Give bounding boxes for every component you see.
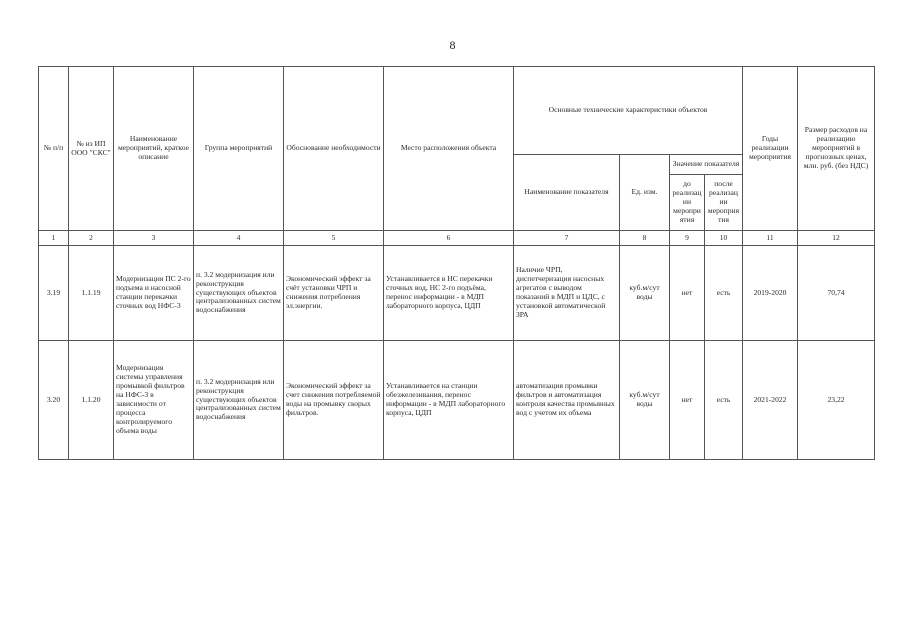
row-indicator: Наличие ЧРП, диспетчеризация насосных агрегатов с выводом показаний в МДП и ЦДС, с установкой автоматической ЗРА [514,246,620,341]
row-location: Устанавливается в НС перекачки сточных вод, НС 2-го подъёма, перенос информации - в МДП лабораторного корпуса, ЦДП [384,246,514,341]
header-ip: № из ИП ООО "СКС" [69,67,114,231]
header-after: после реализации мероприятия [705,175,743,231]
header-unit: Ед. изм. [620,155,670,231]
header-name: Наименование мероприятий, краткое описание [114,67,194,231]
row-group: п. 3.2 модернизация или реконструкция существующих объектов централизованных систем водоснабжения [194,246,284,341]
header-location: Место расположения объекта [384,67,514,231]
row-unit: куб.м/сут воды [620,341,670,460]
column-index: 4 [194,231,284,246]
column-index: 12 [798,231,875,246]
measures-table [38,66,875,460]
header-cost: Размер расходов на реализацию мероприятий в прогнозных ценах, млн. руб. (без НДС) [798,67,875,231]
row-num: 3.19 [39,246,69,341]
row-before: нет [670,341,705,460]
row-cost: 70,74 [798,246,875,341]
header-indicator: Наименование показателя [514,155,620,231]
row-years: 2019-2020 [743,246,798,341]
header-years: Годы реализации мероприятия [743,67,798,231]
header-tech-group: Основные технические характеристики объектов [514,67,743,155]
row-group: п. 3.2 модернизация или реконструкция существующих объектов централизованных систем водоснабжения [194,341,284,460]
column-index: 9 [670,231,705,246]
row-before: нет [670,246,705,341]
row-cost: 23,22 [798,341,875,460]
row-years: 2021-2022 [743,341,798,460]
header-reason: Обоснование необходимости [284,67,384,231]
page-number: 8 [449,38,456,52]
row-indicator: автоматизация промывки фильтров и автоматизация контроля качества промывных вод с учетом их объема [514,341,620,460]
row-after: есть [705,341,743,460]
header-group: Группа мероприятий [194,67,284,231]
row-after: есть [705,246,743,341]
row-ip: 1.1.20 [69,341,114,460]
table-row [39,246,875,341]
table-row [39,341,875,460]
row-location: Устанавливается на станции обезжелезивания, перенос информации - в МДП лабораторного корпуса, ЦДП [384,341,514,460]
row-name: Модернизация системы управления промывкой фильтров на НФС-3 в зависимости от процесса контролируемого объема воды [114,341,194,460]
column-index-row [39,231,875,246]
column-index: 7 [514,231,620,246]
column-index: 5 [284,231,384,246]
row-reason: Экономический эффект за счет снижения потребляемой воды на промывку скорых фильтров. [284,341,384,460]
column-index: 3 [114,231,194,246]
column-index: 8 [620,231,670,246]
column-index: 11 [743,231,798,246]
header-value-group: Значение показателя [670,155,743,175]
column-index: 6 [384,231,514,246]
header-num: № п/п [39,67,69,231]
row-reason: Экономический эффект за счёт установки ЧРП и снижения потребления эл.энергии. [284,246,384,341]
row-unit: куб.м/сут воды [620,246,670,341]
row-ip: 1.1.19 [69,246,114,341]
column-index: 2 [69,231,114,246]
row-name: Модернизация ПС 2-го подъема и насосной станции перекачки сточных вод НФС-3 [114,246,194,341]
header-before: до реализации мероприятия [670,175,705,231]
column-index: 1 [39,231,69,246]
column-index: 10 [705,231,743,246]
row-num: 3.20 [39,341,69,460]
